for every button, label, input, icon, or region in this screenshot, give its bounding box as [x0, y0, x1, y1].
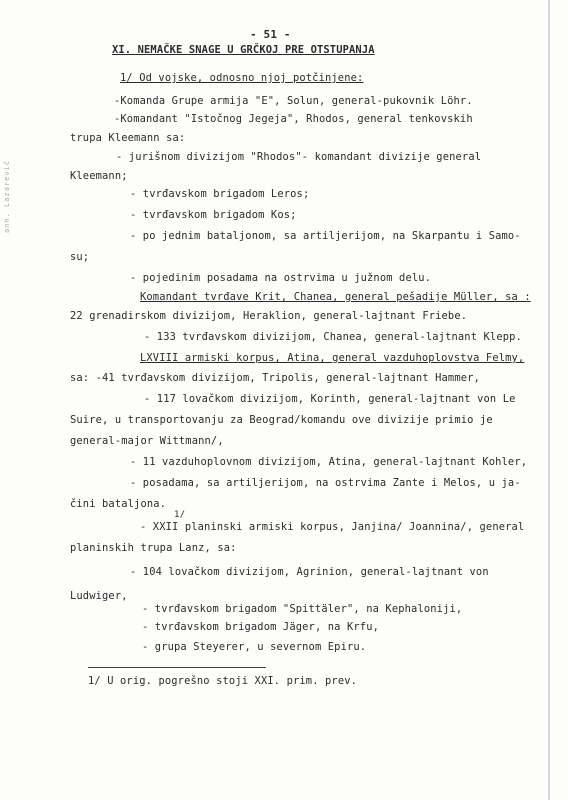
text-line: trupa Kleemann sa:: [70, 132, 186, 144]
text-line: 22 grenadirskom divizijom, Heraklion, general-lajtnant Friebe.: [70, 310, 468, 322]
text-line: planinskih trupa Lanz, sa:: [70, 542, 237, 554]
text-line: - 133 tvrđavskom divizijom, Chanea, general-lajtnant Klepp.: [144, 331, 522, 343]
text-line: LXVIII armiski korpus, Atina, general vazduhoplovstva Felmy,: [140, 352, 525, 364]
footnote-text: 1/ U orig. pogrešno stoji XXI. prim. prev.: [88, 675, 358, 687]
chapter-title: XI. NEMAČKE SNAGE U GRČKOJ PRE OTSTUPANJA: [112, 44, 375, 56]
text-line: Suire, u transportovanju za Beograd/komandu ove divizije primio je: [70, 414, 493, 426]
text-line: - posadama, sa artiljerijom, na ostrvima Zante i Melos, u ja-: [130, 477, 521, 489]
text-line: - tvrđavskom brigadom Jäger, na Krfu,: [142, 621, 380, 633]
text-line: Ludwiger,: [70, 590, 128, 602]
page-edge-shadow: [548, 0, 550, 800]
text-line: - tvrđavskom brigadom Leros;: [130, 188, 310, 200]
text-line: -Komanda Grupe armija "E", Solun, general-pukovnik Löhr.: [114, 95, 473, 107]
section-heading: 1/ Od vojske, odnosno njoj potčinjene:: [120, 72, 364, 84]
text-line: general-major Wittmann/,: [70, 435, 224, 447]
text-line: - 11 vazduhoplovnom divizijom, Atina, general-lajtnant Kohler,: [130, 456, 528, 468]
text-line: Kleemann;: [70, 170, 128, 182]
text-line: - grupa Steyerer, u severnom Epiru.: [142, 641, 367, 653]
margin-handwritten-note: ann. Lazarević: [3, 160, 11, 234]
text-line: - 117 lovačkom divizijom, Korinth, general-lajtnant von Le: [144, 393, 516, 405]
text-line: Komandant tvrđave Krit, Chanea, general pešadije Müller, sa :: [140, 291, 531, 303]
text-line: - pojedinim posadama na ostrvima u južnom delu.: [130, 272, 432, 284]
text-line: - XXII planinski armiski korpus, Janjina/ Joannina/, general: [140, 521, 525, 533]
text-line: - tvrđavskom brigadom "Spittäler", na Kephaloniji,: [142, 603, 463, 615]
footnote-divider: [88, 667, 266, 668]
footnote-marker: 1/: [174, 510, 186, 520]
page-number: - 51 -: [250, 28, 291, 41]
text-line: su;: [70, 251, 90, 263]
text-line: čini bataljona.: [70, 498, 167, 510]
text-line: -Komandant "Istočnog Jegeja", Rhodos, general tenkovskih: [114, 113, 473, 125]
text-line: - po jednim bataljonom, sa artiljerijom, na Skarpantu i Samo-: [130, 230, 521, 242]
text-line: sa: -41 tvrđavskom divizijom, Tripolis, general-lajtnant Hammer,: [70, 372, 480, 384]
text-line: - jurišnom divizijom "Rhodos"- komandant divizije general: [116, 151, 482, 163]
text-line: - 104 lovačkom divizijom, Agrinion, general-lajtnant von: [130, 566, 489, 578]
text-line: - tvrđavskom brigadom Kos;: [130, 209, 297, 221]
